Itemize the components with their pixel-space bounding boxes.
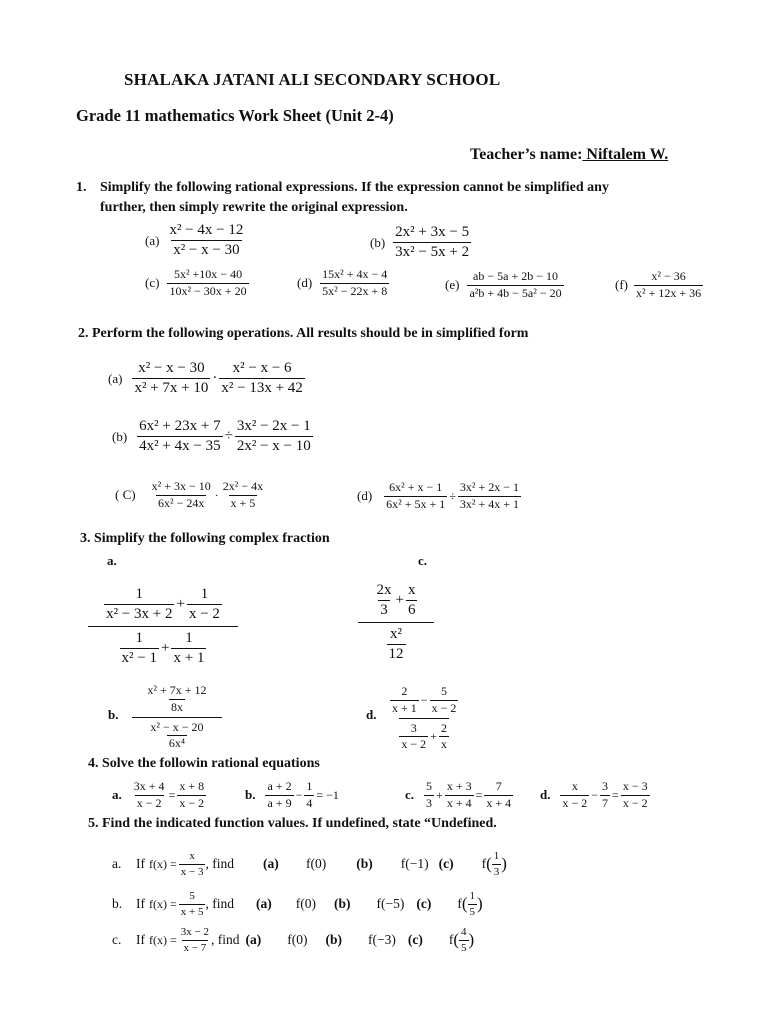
q1-item-a — [145, 222, 245, 260]
q2d-fraction-1 — [384, 481, 447, 512]
q4c-label: c. — [405, 787, 415, 803]
q5a-value-c-fn: f — [481, 856, 487, 872]
q2c-den2: x + 5 — [230, 495, 256, 510]
q3-label-a: a. — [107, 553, 117, 568]
q5b-part-c: (c) — [416, 896, 432, 912]
q4c-n2: x + 3 — [446, 779, 472, 793]
q5c-function — [179, 926, 211, 954]
q1-item-c — [145, 268, 249, 299]
q5a-vc-den: 3 — [493, 865, 500, 878]
q5a-den: x − 3 — [180, 865, 204, 878]
worksheet-title: Grade 11 mathematics Work Sheet (Unit 2-4) — [76, 106, 394, 125]
q3c-complex-fraction — [358, 582, 434, 663]
q4c-frac1 — [424, 780, 434, 811]
q5a-part-a: (a) — [263, 856, 279, 871]
q1b-label: (b) — [370, 234, 386, 250]
q4d-frac2 — [600, 780, 610, 811]
q1b-fraction — [393, 224, 471, 262]
q1b-numerator: 2x² + 3x − 5 — [395, 224, 470, 240]
q3b-top-frac — [145, 684, 208, 715]
q2c-operator: · — [214, 487, 219, 502]
q3b-td: 8x — [170, 699, 183, 714]
q3d-b1n: 3 — [410, 720, 417, 735]
q5b-function — [179, 890, 206, 918]
q4a-d1: x − 2 — [136, 795, 162, 810]
q4c-n3: 7 — [495, 779, 502, 793]
q2d-den2: 3x² + 4x + 1 — [459, 496, 520, 511]
q4-text-main: 4. Solve the followin rational equa — [88, 756, 292, 771]
q5a-value-b: f(−1) — [400, 856, 429, 872]
q5c-value-c-arg — [459, 926, 469, 954]
q4b-minus: − — [295, 787, 303, 802]
q1f-numerator: x² − 36 — [651, 269, 686, 283]
q5a-function — [179, 850, 206, 878]
q2d-operator: ÷ — [449, 488, 456, 503]
q5c-num: 3x − 2 — [180, 926, 209, 938]
q2b-num2: 3x² − 2x − 1 — [236, 418, 311, 434]
q1-item-b — [370, 224, 471, 262]
q5b-if: If — [136, 896, 145, 912]
q1a-fraction — [167, 222, 245, 260]
q4d-label: d. — [540, 787, 551, 803]
q1-text-line2: further, then simply rewrite the original expression. — [100, 200, 408, 215]
q1-item-f — [615, 270, 703, 301]
q3b-bottom-frac — [148, 721, 205, 752]
q5a-fx: f(x) = — [149, 856, 177, 871]
q2b-fraction-1 — [137, 418, 222, 456]
q3c-bd: 12 — [388, 645, 404, 662]
q3d-b1d: x − 2 — [401, 737, 427, 752]
q5c-den: x − 7 — [183, 941, 207, 954]
q3d-b2n: 2 — [440, 720, 447, 735]
q2-item-a — [108, 360, 305, 398]
q3d-t1d: x + 1 — [392, 700, 417, 715]
q5c-value-b: f(−3) — [367, 932, 396, 948]
q4-text — [88, 756, 320, 772]
q2a-fraction-1 — [132, 360, 210, 398]
q4-item-c — [405, 780, 513, 811]
q5a-find: , find — [205, 856, 234, 872]
q2c-fraction-1 — [150, 480, 213, 511]
q3c-t1d: 3 — [380, 602, 388, 619]
q5b-value-b: f(−5) — [376, 896, 405, 912]
q4a-lhs — [132, 780, 167, 811]
q3c-t2n: x — [407, 582, 416, 598]
q3c-bn: x² — [390, 625, 402, 642]
q5a-value-a: f(0) — [305, 856, 327, 872]
q3b-bn: x² − x − 20 — [150, 719, 204, 734]
q5a-part-c: (c) — [438, 856, 454, 872]
q5c-vc-den: 5 — [461, 941, 467, 954]
q1a-denominator: x² − x − 30 — [173, 242, 240, 259]
q4b-frac1 — [265, 780, 293, 811]
q5a-part-b: (b) — [356, 856, 373, 872]
q4d-n1: x — [571, 779, 578, 793]
q2c-fraction-2 — [221, 480, 265, 511]
q5b-part-b: (b) — [333, 896, 351, 912]
q2b-num1: 6x² + 23x + 7 — [139, 418, 221, 434]
q2c-num1: x² + 3x − 10 — [151, 479, 211, 493]
q5c-fx: f(x) = — [149, 932, 177, 947]
q4-item-b — [245, 780, 341, 811]
q4b-n1: a + 2 — [267, 779, 292, 793]
q3a-t2n: 1 — [200, 586, 209, 602]
q5a-label: a. — [112, 856, 122, 872]
q1e-fraction — [467, 270, 563, 301]
q5c-label: c. — [112, 932, 122, 948]
q5b-part-a: (a) — [255, 896, 272, 912]
q1a-label: (a) — [145, 232, 160, 248]
q4a-label: a. — [112, 787, 122, 803]
q1e-label: (e) — [445, 277, 460, 293]
q4b-rhs: = −1 — [316, 787, 339, 802]
q3d-top-minus: − — [420, 692, 428, 707]
school-name: SHALAKA JATANI ALI SECONDARY SCHOOL — [124, 70, 501, 89]
q4d-frac3 — [621, 780, 650, 811]
q2b-label: (b) — [112, 428, 128, 444]
q2a-den2: x² − 13x + 42 — [221, 380, 303, 397]
q5-item-c: c. If f(x) = $\frac{3x - 2}{x - 7}$ , find (a) f(0) (b) f(−3) (c) f ( $\frac{4}{5}$ ) — [112, 926, 475, 954]
q2a-num2: x² − x − 6 — [232, 360, 292, 376]
q2b-operator: ÷ — [224, 428, 233, 445]
q2a-fraction-2 — [219, 360, 304, 398]
q2d-num2: 3x² + 2x − 1 — [459, 480, 520, 494]
q2c-num2: 2x² − 4x — [222, 479, 264, 493]
q3a-top-frac2 — [187, 586, 222, 624]
q1d-numerator: 15x² + 4x − 4 — [322, 267, 388, 281]
q2b-fraction-2 — [235, 418, 313, 456]
q3c-top-plus: + — [395, 592, 404, 609]
q3a-b1d: x² − 1 — [121, 649, 158, 666]
q4d-minus: − — [591, 787, 599, 802]
q4c-d3: x + 4 — [486, 795, 512, 810]
q1c-label: (c) — [145, 275, 160, 291]
teacher-line — [470, 146, 668, 164]
q4a-equals: = — [168, 787, 176, 802]
q3d-b2d: x — [440, 737, 447, 752]
q1-item-d — [297, 268, 389, 299]
q3c-t2d: 6 — [407, 602, 416, 619]
q1c-denominator: 10x² − 30x + 20 — [169, 283, 247, 298]
q5b-vc-num: 1 — [469, 890, 475, 902]
q5a-value-c-arg — [492, 850, 502, 878]
q1-text-line1: Simplify the following rational expressions. If the expression cannot be simplified any — [100, 180, 609, 195]
q1f-denominator: x² + 12x + 36 — [636, 285, 702, 300]
q5b-num: 5 — [189, 890, 195, 902]
q5b-fx: f(x) = — [149, 896, 177, 911]
q5c-find: , find — [210, 932, 240, 948]
q1e-denominator: a²b + 4b − 5a² − 20 — [469, 285, 562, 300]
q4c-frac3 — [484, 780, 513, 811]
q5c-if: If — [136, 932, 145, 948]
q5b-value-c-arg — [468, 890, 478, 918]
q4a-d2: x − 2 — [179, 795, 205, 810]
q5c-part-b: (b) — [325, 932, 342, 948]
q4b-d1: a + 9 — [267, 795, 292, 810]
q4d-n2: 3 — [602, 779, 609, 793]
q3a-t1n: 1 — [135, 586, 144, 602]
q5b-find: , find — [205, 896, 234, 912]
q4-item-a — [112, 780, 206, 811]
q1-item-e — [445, 270, 564, 301]
q5b-vc-den: 5 — [469, 905, 475, 918]
teacher-name: Niftalem W. — [582, 146, 669, 163]
q5a-if: If — [136, 856, 145, 872]
q5-item-b: b. If f(x) = $\frac{5}{x + 5}$ , find (a) f(0) (b) f(−5) (c) f ( $\frac{1}{5}$ ) — [112, 890, 483, 918]
q3c-top-frac1 — [375, 582, 394, 620]
q4a-rhs — [177, 780, 206, 811]
q3d-t2n: 5 — [440, 684, 447, 698]
q4-item-d — [540, 780, 650, 811]
q3a-t1d: x² − 3x + 2 — [106, 606, 173, 623]
q3d-top-frac1 — [390, 685, 419, 716]
q2a-label: (a) — [108, 370, 123, 386]
teacher-label: Teacher’s name: — [470, 146, 583, 163]
q1c-numerator: 5x² +10x − 40 — [173, 267, 243, 281]
q5b-den: x + 5 — [180, 905, 204, 918]
q3-text: 3. Simplify the following complex fraction — [80, 531, 330, 546]
q4d-d1: x − 2 — [562, 795, 588, 810]
q5b-label: b. — [112, 896, 123, 912]
q3a-top-plus: + — [176, 596, 185, 613]
q3a-complex-fraction — [88, 586, 238, 667]
q5b-value-c-fn: f — [457, 896, 462, 912]
q2a-num1: x² − x − 30 — [138, 360, 205, 376]
q3a-b2d: x + 1 — [173, 649, 205, 666]
q3d-complex-fraction — [390, 684, 458, 752]
q3d-top-frac2 — [430, 685, 459, 716]
q2b-den2: 2x² − x − 10 — [236, 438, 311, 455]
q3c-top-frac2 — [406, 582, 418, 620]
q3a-bottom-plus: + — [161, 639, 170, 656]
q2a-operator: · — [212, 370, 218, 387]
q2a-den1: x² + 7x + 10 — [134, 380, 209, 397]
q3a-top-frac1 — [104, 586, 174, 624]
q4b-label: b. — [245, 787, 256, 803]
q3b-bd: 6x⁴ — [168, 736, 186, 751]
q4c-n1: 5 — [426, 779, 433, 793]
q4-text-tail: tions — [291, 756, 320, 771]
q5b-value-a: f(0) — [295, 896, 316, 912]
q5c-value-a: f(0) — [287, 932, 308, 948]
q2c-label: ( C) — [115, 487, 136, 503]
q1f-label: (f) — [615, 277, 628, 293]
q4b-d2: 4 — [306, 795, 313, 810]
q2d-fraction-2 — [458, 481, 521, 512]
q3a-bottom-frac1 — [120, 630, 159, 668]
q3d-bottom-frac2 — [439, 722, 449, 753]
q4d-equals: = — [612, 787, 619, 802]
q3a-bottom-frac2 — [171, 630, 206, 668]
q2-item-d — [357, 481, 521, 512]
q1-number: 1. — [76, 180, 87, 195]
q1a-numerator: x² − 4x − 12 — [169, 222, 244, 238]
q2d-den1: 6x² + 5x + 1 — [386, 496, 446, 511]
q1e-numerator: ab − 5a + 2b − 10 — [473, 269, 558, 283]
q3-label-b: b. — [108, 707, 119, 722]
q2c-den1: 6x² − 24x — [157, 495, 205, 510]
q4a-n1: 3x + 4 — [133, 779, 165, 793]
q4d-d2: 7 — [602, 795, 609, 810]
q5c-value-c-fn: f — [448, 932, 454, 948]
q3d-t2d: x − 2 — [431, 700, 457, 715]
q2d-label: (d) — [357, 488, 373, 504]
q4d-d3: x − 2 — [622, 795, 648, 810]
q5-item-a: a. If f(x) = $\frac{x}{x - 3}$ , find f(0) (b) f(−1) (c) f ( $\frac{1}{3}$ ) — [112, 850, 507, 878]
q3-label-d: d. — [366, 707, 377, 722]
q5c-vc-num: 4 — [461, 926, 467, 938]
q1d-label: (d) — [297, 275, 313, 291]
q4c-d1: 3 — [426, 795, 433, 810]
q2d-num1: 6x² + x − 1 — [389, 480, 443, 494]
q2-item-c — [115, 480, 265, 511]
q4d-frac1 — [560, 780, 589, 811]
q4a-n2: x + 8 — [179, 779, 205, 793]
q3a-b1n: 1 — [135, 629, 144, 646]
q1d-fraction — [320, 268, 389, 299]
q5a-num: x — [189, 850, 195, 862]
q2-item-b — [112, 418, 313, 456]
q3c-t1n: 2x — [376, 582, 392, 598]
q3-label-c: c. — [418, 553, 428, 568]
q2b-den1: 4x² + 4x − 35 — [139, 438, 221, 455]
q3b-complex-fraction — [132, 684, 222, 751]
q4c-plus: + — [436, 787, 443, 802]
q3a-t2d: x − 2 — [188, 606, 220, 623]
q3d-bottom-plus: + — [430, 729, 437, 744]
q1b-denominator: 3x² − 5x + 2 — [395, 244, 470, 261]
q4c-frac2 — [445, 780, 474, 811]
q1f-fraction — [634, 270, 703, 301]
q3a-b2n: 1 — [185, 629, 193, 646]
q4b-n2: 1 — [306, 779, 313, 793]
q3c-bottom-frac — [387, 626, 406, 664]
q3d-bottom-frac1 — [399, 722, 428, 753]
q5c-part-c: (c) — [407, 932, 423, 948]
q4c-d2: x + 4 — [446, 795, 472, 810]
q5-text: 5. Find the indicated function values. If undefined, state “Undefined. — [88, 816, 497, 831]
q1c-fraction — [167, 268, 248, 299]
q5a-vc-num: 1 — [493, 850, 500, 862]
q4b-frac2 — [304, 780, 314, 811]
q3d-t1n: 2 — [401, 684, 408, 698]
q2-text: 2. Perform the following operations. All results should be in simplified form — [78, 326, 529, 341]
q3b-tn: x² + 7x + 12 — [147, 683, 207, 697]
q4d-n3: x − 3 — [622, 779, 648, 793]
q1d-denominator: 5x² − 22x + 8 — [322, 283, 388, 298]
q5c-part-a: (a) — [245, 932, 262, 948]
q4c-equals: = — [475, 787, 483, 802]
